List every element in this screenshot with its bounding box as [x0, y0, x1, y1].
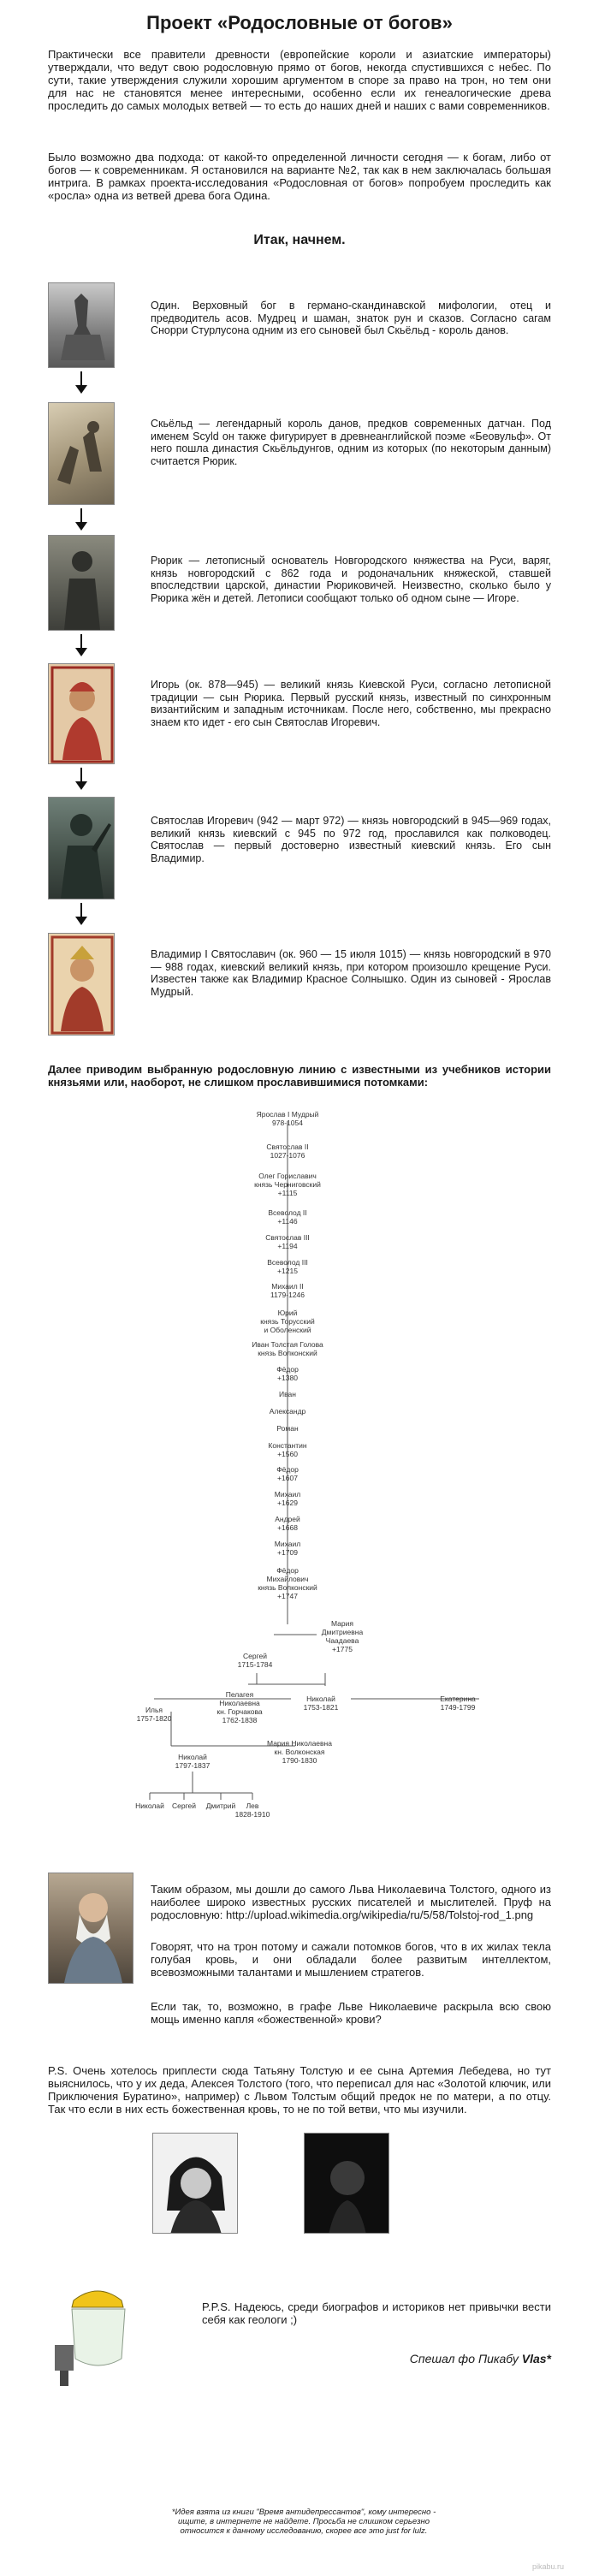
tree-node: Иван: [279, 1390, 296, 1398]
intro-paragraph-2: Было возможно два подхода: от какой-то определенной личности сегодня — к богам, либо от богов — к современникам. Я остановился на варианте №2, так как в нем заключалась большая интрига. В рамках проекта-исследования «Родословная от богов» попробуем проследить как «росла» одна из ветвей древа бога Одина.: [48, 151, 551, 202]
tree-node: Мария Дмитриевна Чаадаева +1775: [321, 1619, 364, 1653]
tatyana-tolstaya-photo: [152, 2133, 238, 2234]
tree-node: Михаил II 1179-1246: [270, 1282, 305, 1299]
tree-node: Роман: [276, 1424, 299, 1433]
tree-node: Святослав II 1027-1076: [266, 1143, 309, 1160]
tree-node: Дмитрий: [205, 1801, 236, 1810]
tree-node: Андрей +1668: [275, 1515, 300, 1532]
tree-node: Александр: [269, 1407, 306, 1416]
tree-node: Сергей 1715-1784: [237, 1652, 273, 1669]
tree-node: Иван Толстая Голова князь Волконский: [252, 1340, 323, 1357]
tree-node: Николай 1753-1821: [303, 1695, 339, 1712]
intro-paragraph-1: Практически все правители древности (европейские короли и азиатские императоры) утверждали, что ведут свою родословную прямо от богов, некогда спустившихся с небес. По сути, такие утверждения служили хорошим аргументом в споре за право на трон, но тем они для нас не становятся менее интересными, особенно если их генеалогические древа проследить до самых молодых ветвей — то есть до наших дней и наших с вами современников.: [48, 48, 551, 112]
tree-node: Святослав III +1194: [265, 1233, 310, 1250]
tree-node: Юрий князь Торусский и Оболенский: [260, 1309, 315, 1334]
tree-node: Фёдор Михайлович князь Волконский +1747: [258, 1566, 317, 1600]
skjold-bio: Скьёльд — легендарный король данов, предков современных датчан. Под именем Scyld он также фигурирует в древнеанглийской поэме «Беовульф». От него пошла династия Скьёльдунгов, одним из которых (по некоторым данным) считается Рюрик.: [151, 418, 551, 467]
svyatoslav-bio: Святослав Игоревич (942 — март 972) — князь новгородский в 945—969 годах, великий князь киевский с 945 по 972 год, прославился как полководец. Святослав — первый достоверно известный киевский князь. Его сын Владимир.: [151, 815, 551, 864]
tree-intro: Далее приводим выбранную родословную линию с известными из учебников истории князьями или, наоборот, не слишком прославившимися потомками:: [48, 1063, 551, 1089]
tree-node: Фёдор +1607: [276, 1465, 299, 1482]
tree-node: Николай 1797-1837: [175, 1753, 211, 1770]
page-title: Проект «Родословные от богов»: [146, 12, 453, 33]
skjold-battle-portrait: [48, 402, 115, 505]
tree-node: Олег Горислав​ич князь Черниговский +1115: [254, 1172, 321, 1197]
watermark: pikabu.ru: [532, 2562, 565, 2571]
tree-node: Мария Николаевна кн. Волконская 1790-1830: [267, 1739, 332, 1765]
igor-bio: Игорь (ок. 878—945) — великий князь Киевской Руси, согласно летописной традиции — сын Рюрика. Первый русский князь, известный по синхронным византийским и западным источникам. После него, собственно, мы прекрасно знаем кто идет - его сын Святослав Игоревич.: [151, 679, 551, 728]
down-arrow-icon: [80, 634, 82, 650]
odin-bio: Один. Верховный бог в германо-скандинавской мифологии, отец и предводитель асов. Мудрец и шаман, знаток рун и сказов. Согласно сагам Снорри Стурлусона одним из его сыновей был Скьёльд - король данов.: [151, 300, 551, 336]
ps-paragraph: P.S. Очень хотелось приплести сюда Татьяну Толстую и ее сына Артемия Лебедева, но тут выяснилось, что у их деда, Алексея Толстого (того, что переписал для нас «Золотой ключик, или Приключения Буратино», например) с Львом Толстым общий предок не по матери, а по отцу. Так что если в них есть божественная кровь, то не по той ветви, что мы изучили.: [48, 2064, 551, 2116]
tree-node: Екатерина 1749-1799: [440, 1695, 476, 1712]
tree-node: Фёдор +1380: [276, 1365, 299, 1382]
tree-node: Илья 1757-1820: [136, 1706, 172, 1723]
tree-node: Константин +1560: [268, 1441, 307, 1458]
vladimir-icon-portrait: [48, 933, 115, 1036]
svyatoslav-statue-portrait: [48, 797, 115, 899]
rurik-monument-portrait: [48, 535, 115, 631]
vladimir-bio: Владимир I Святославич (ок. 960 — 15 июля 1015) — князь новгородский в 970 — 988 годах, киевский великий князь, при котором произошло крещение Руси. Известен также как Владимир Красное Солнышко. Один из сыновей - Ярослав Мудрый.: [151, 948, 551, 998]
igor-icon-portrait: [48, 663, 115, 764]
tolstoy-portrait: [48, 1873, 133, 1984]
tree-node: Лев 1828-1910: [234, 1801, 270, 1819]
start-heading: Итак, начнем.: [253, 233, 346, 247]
odin-statue-portrait: [48, 282, 115, 368]
tree-node: Михаил +1709: [274, 1540, 301, 1557]
rurik-bio: Рюрик — летописный основатель Новгородского княжества на Руси, варяг, князь новгородский с 862 года и родоначальник княжеской, ставшей впоследствии царской, династии Рюриковичей. Неизвестно, сколько было у Рюрика жён и детей. Летописи сообщают только об одном сыне — Игоре.: [151, 555, 551, 604]
footnote: *Идея взята из книги "Время антидепрессантов", кому интересно - ищите, в интернете не найдете. Просьба не слишком серьезно относится к данному исследованию, скорее все это just for lulz.: [171, 2508, 436, 2536]
artemy-lebedev-photo: [304, 2133, 389, 2234]
tolstoy-paragraph-1: Таким образом, мы дошли до самого Льва Николаевича Толстого, одного из наиболее широко известных русских писателей и мыслителей. Пруф на родословную: http://upload.wikimedia.org/wikipedia/ru/5/58/Tolstoj-rod_1.png: [151, 1883, 551, 1921]
down-arrow-icon: [80, 508, 82, 524]
tree-node: Всеволод III +1215: [267, 1258, 308, 1275]
signature-prefix: Спешал фо Пикабу: [409, 2352, 522, 2365]
tree-node: Сергей: [172, 1801, 196, 1810]
tree-node: Михаил +1629: [274, 1490, 301, 1507]
tolstoy-paragraph-2: Говорят, что на трон потому и сажали потомков богов, что в их жилах текла голубая кровь, и они обладали более развитым интеллектом, всевозможными талантами и мышлением стратегов.: [151, 1940, 551, 1979]
down-arrow-icon: [80, 371, 82, 387]
tolstoy-paragraph-3: Если так, то, возможно, в графе Льве Николаевиче раскрыла всю свою мощь именно капля «божественной» крови?: [151, 2000, 551, 2026]
tree-node: Всеволод II +1146: [268, 1208, 307, 1226]
face-shield-helmet-icon: [48, 2285, 142, 2388]
tree-node: Николай: [135, 1801, 164, 1810]
tree-node: Ярослав I Мудрый 978-1054: [256, 1110, 319, 1127]
down-arrow-icon: [80, 768, 82, 783]
tree-node: Пелагея Николаевна кн. Горчакова 1762-1838: [216, 1690, 263, 1724]
signature-name: Vlas*: [521, 2352, 551, 2365]
signature: [359, 2352, 551, 2365]
pps-paragraph: P.P.S. Надеюсь, среди биографов и историков нет привычки вести себя как геологи ;): [202, 2300, 551, 2326]
down-arrow-icon: [80, 903, 82, 918]
